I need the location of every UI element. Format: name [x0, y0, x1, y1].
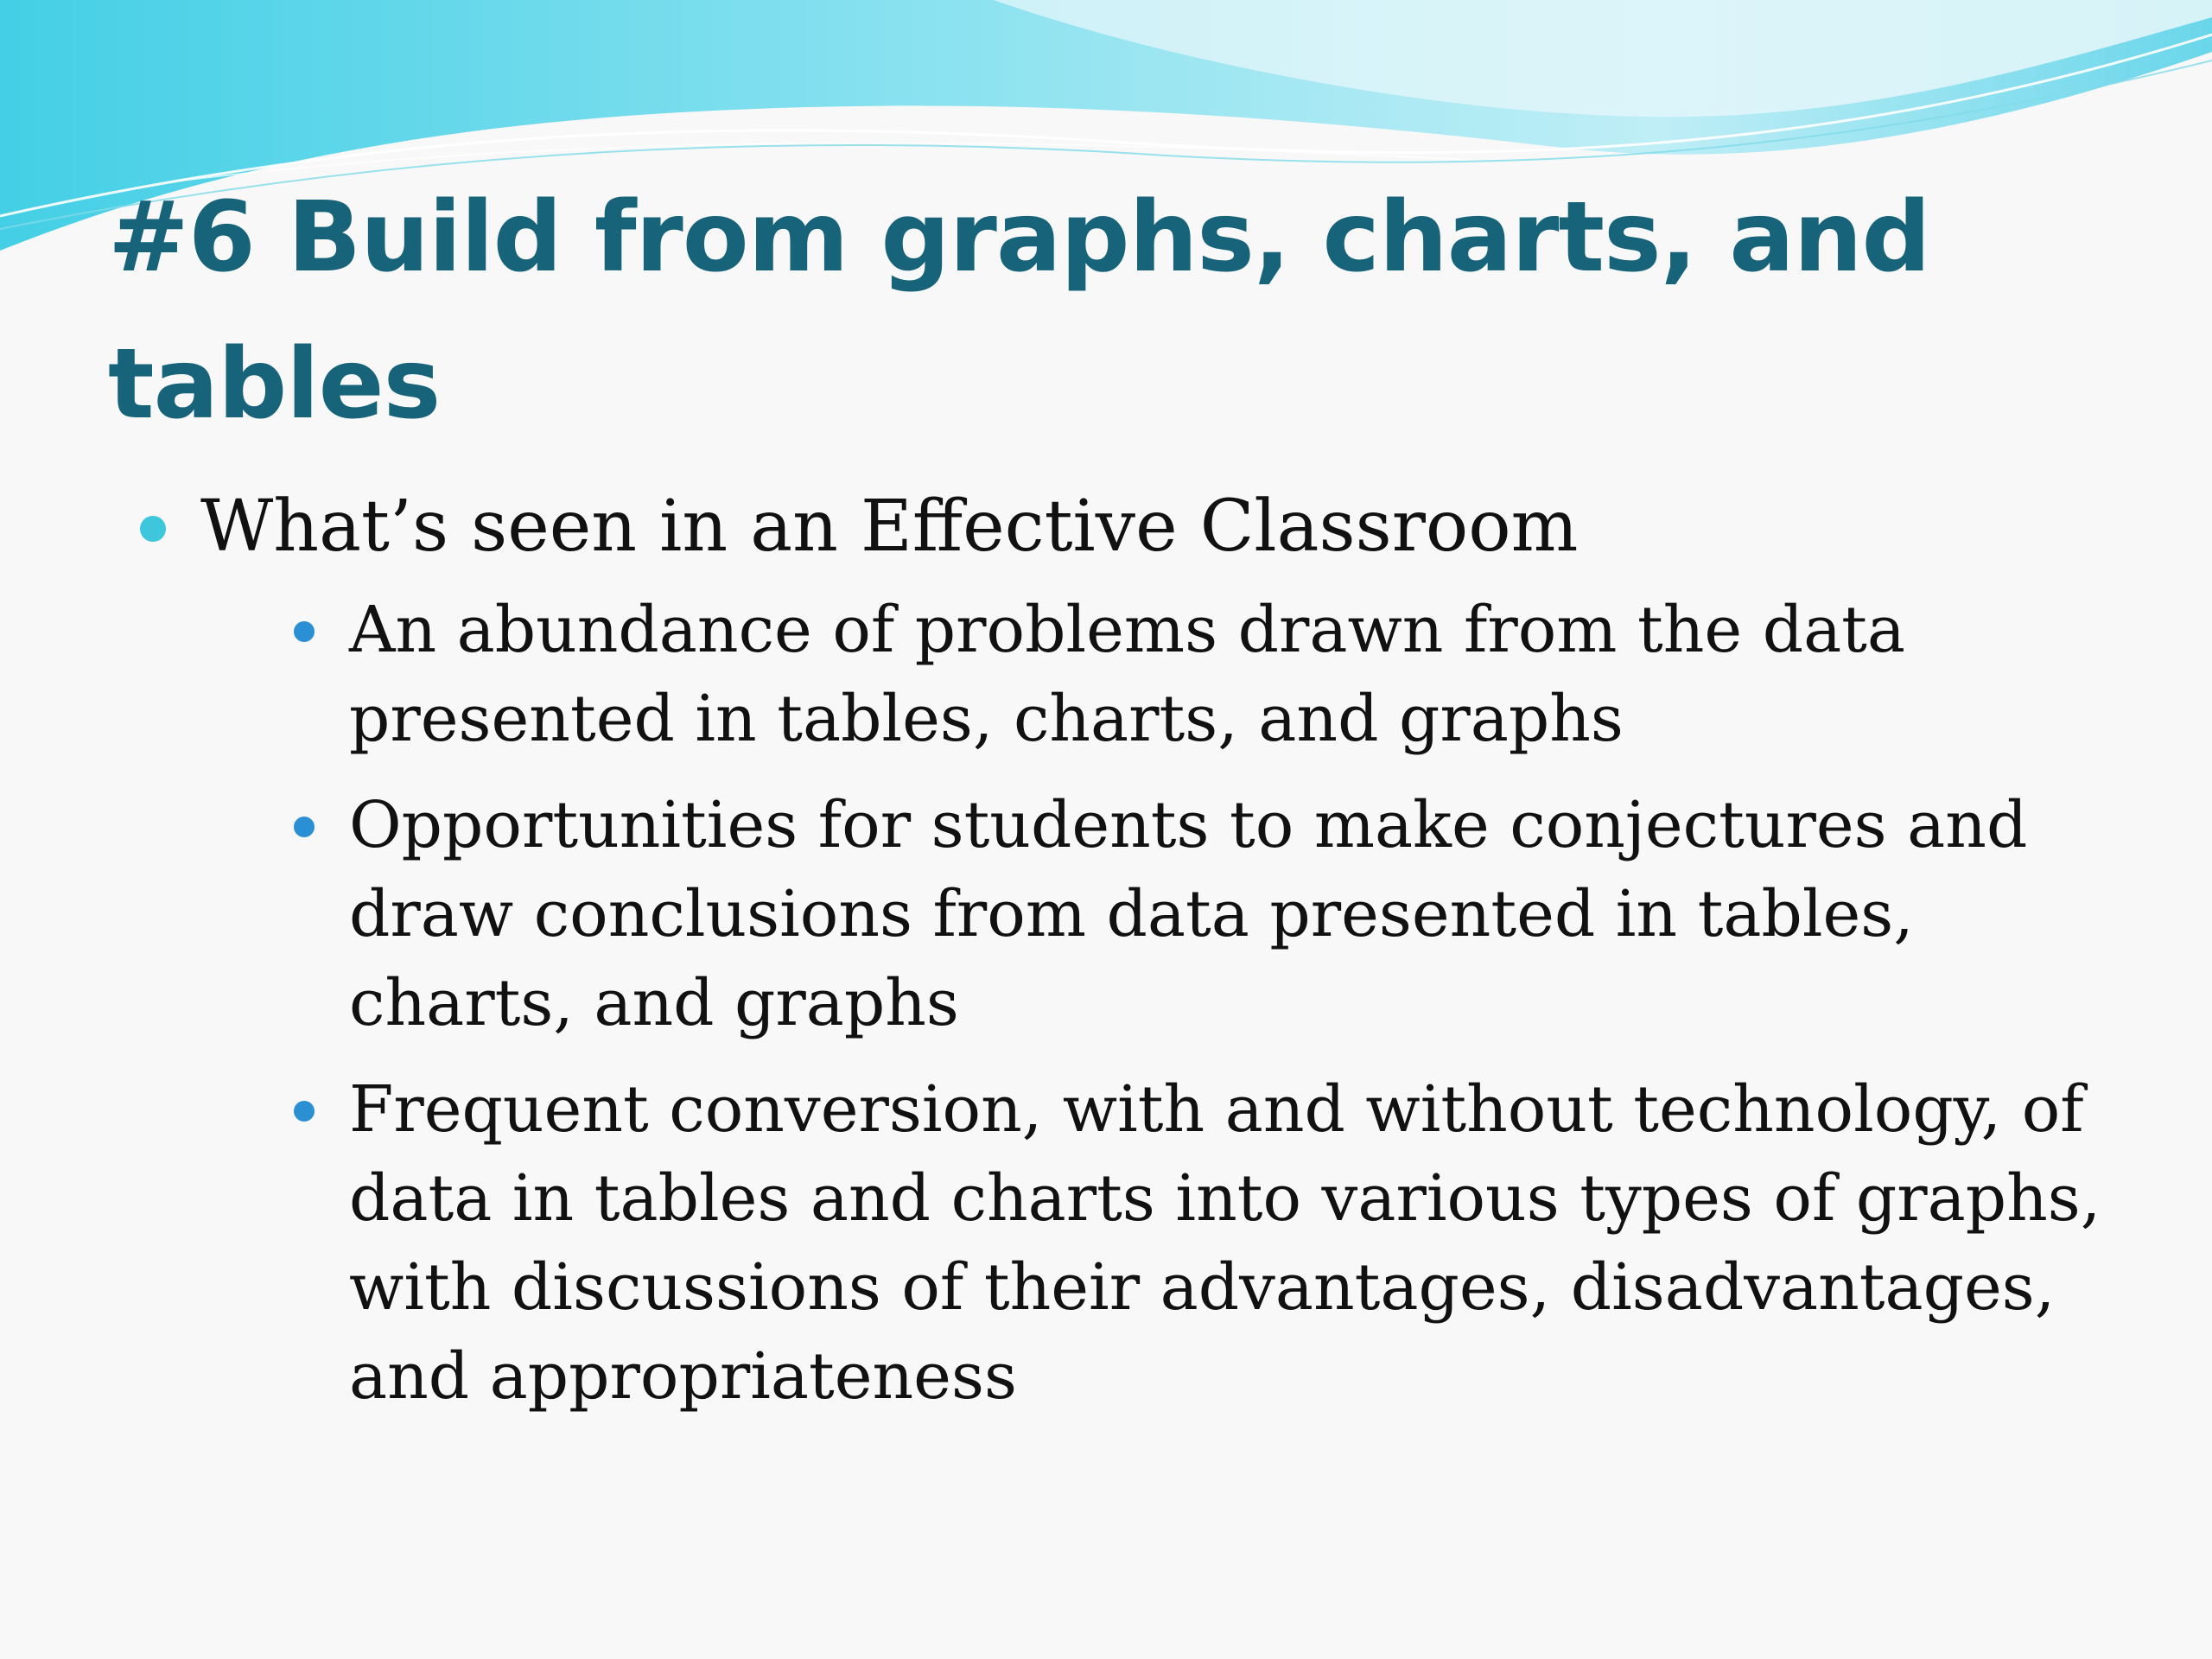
- sub-bullet-text: An abundance of problems drawn from the data presented in tables, charts, and graphs: [349, 593, 1906, 756]
- bullet-text: What’s seen in an Effective Classroom: [200, 486, 1579, 568]
- bullet-dot-icon: [140, 516, 166, 542]
- bullet-list: [138, 475, 2126, 1439]
- bullet-dot-icon: [294, 1101, 315, 1122]
- bullet-dot-icon: [294, 817, 315, 837]
- bullet-item-level1: [138, 475, 2126, 1421]
- sub-bullet-item: [287, 586, 2126, 764]
- sub-bullet-text: Frequent conversion, with and without technology, of data in tables and charts into various types of graphs, with discussions of their advantages, disadvantages, and appropriateness: [349, 1072, 2101, 1414]
- sub-bullet-item: [287, 781, 2126, 1048]
- slide-title: #6 Build from graphs, charts, and tables: [108, 181, 1930, 441]
- sub-bullet-list: [200, 586, 2126, 1421]
- bullet-dot-icon: [294, 621, 315, 642]
- sub-bullet-text: Opportunities for students to make conjectures and draw conclusions from data presented in tables, charts, and graphs: [349, 788, 2028, 1040]
- sub-bullet-item: [287, 1065, 2126, 1421]
